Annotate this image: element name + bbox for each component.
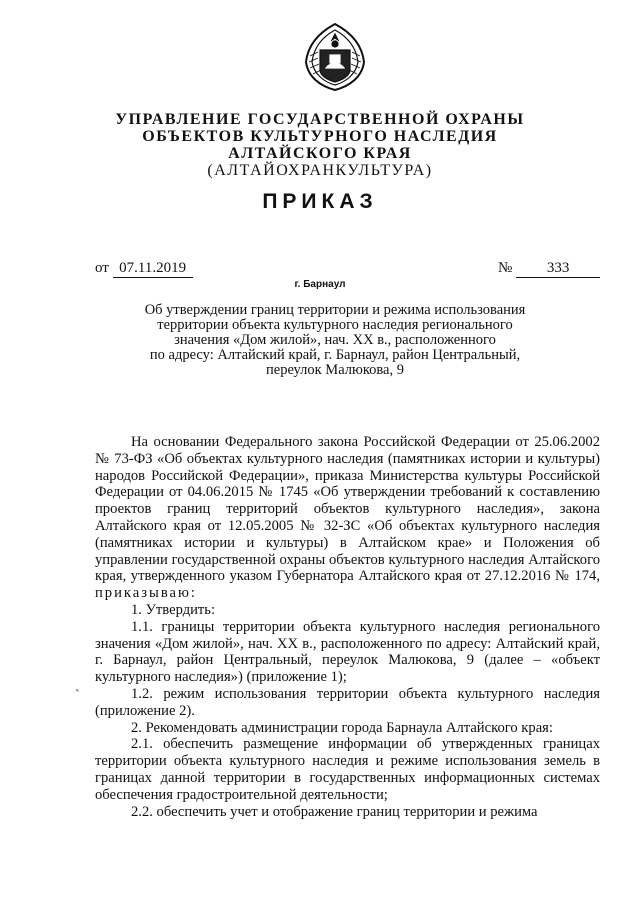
preamble-paragraph: [95, 434, 600, 602]
org-name-line-2: ОБЪЕКТОВ КУЛЬТУРНОГО НАСЛЕДИЯ: [142, 128, 498, 145]
preamble-text: На основании Федерального закона Российской Федерации от 25.06.2002 № 73-ФЗ «Об объектах культурного наследия (памятниках истории и культуры) народов Российской Федерации», приказа Министерства культуры Российской Федерации от 04.06.2015 № 1745 «Об утверждении требований к составлению проектов границ территорий объектов культурного наследия», закона Алтайского края от 12.05.2005 № 32-ЗС «Об объектах культурного наследия (памятниках истории и культуры) в Алтайском крае» и Положения об управлении государственной охраны объектов культурного наследия Алтайского края, утвержденного указом Губернатора Алтайского края от 27.12.2016 № 174,: [95, 434, 600, 585]
subject-line: территории объекта культурного наследия регионального: [157, 317, 513, 333]
subject-block: [100, 303, 570, 378]
clause-2-1: 2.1. обеспечить размещение информации об утвержденных границах территории объекта культурного наследия и режиме использования земель в границах данной территории в государственных информационных системах обеспечения градостроительной деятельности;: [95, 736, 600, 803]
date-block: [95, 260, 193, 278]
coat-of-arms-emblem-icon: [300, 22, 370, 92]
subject-line: значения «Дом жилой», нач. XX в., расположенного: [174, 332, 496, 348]
clause-1-1: 1.1. границы территории объекта культурного наследия регионального значения «Дом жилой», нач. XX в., расположенного по адресу: Алтайский край, г. Барнаул, район Центральный, переулок Малюкова, 9 (далее – «объект культурного наследия») (приложение 1);: [95, 618, 600, 686]
order-number: 333: [516, 260, 600, 278]
document-body: [95, 434, 600, 820]
org-short-name: (АЛТАЙОХРАНКУЛЬТУРА): [207, 162, 433, 179]
clause-1: 1. Утвердить:: [131, 601, 216, 618]
org-name-line-3: АЛТАЙСКОГО КРАЯ: [228, 145, 412, 162]
city-label: г. Барнаул: [294, 279, 346, 290]
subject-line: Об утверждении границ территории и режима использования: [144, 302, 526, 318]
document-type-title: ПРИКАЗ: [262, 190, 378, 213]
date-prefix: от: [95, 260, 109, 276]
clause-2: 2. Рекомендовать администрации города Барнаула Алтайского края:: [131, 719, 553, 736]
number-block: [498, 260, 600, 278]
subject-line: по адресу: Алтайский край, г. Барнаул, район Центральный,: [149, 347, 521, 363]
number-prefix: №: [498, 260, 513, 276]
clause-1-2: 1.2. режим использования территории объекта культурного наследия (приложение 2).: [95, 685, 600, 719]
org-name-line-1: УПРАВЛЕНИЕ ГОСУДАРСТВЕННОЙ ОХРАНЫ: [115, 111, 525, 128]
subject-line: переулок Малюкова, 9: [266, 362, 404, 378]
order-word: приказываю:: [95, 585, 197, 602]
order-date: 07.11.2019: [113, 260, 193, 278]
margin-mark-icon: `: [75, 688, 80, 703]
clause-2-2: 2.2. обеспечить учет и отображение границ территории и режима: [131, 803, 538, 820]
